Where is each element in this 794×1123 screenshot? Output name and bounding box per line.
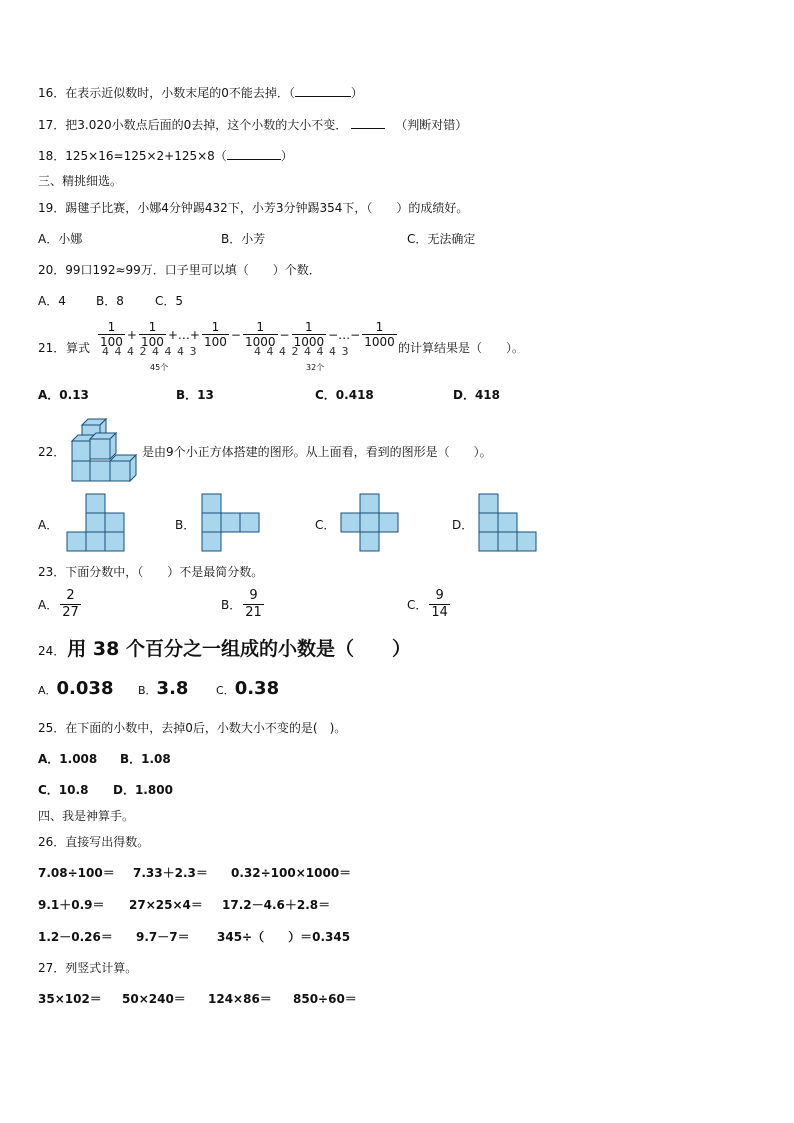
- question-tail: 的计算结果是（ ）。: [398, 341, 525, 355]
- fraction: $\frac{1}{1000}$: [364, 320, 395, 349]
- calc-item[interactable]: 9.7－7＝: [136, 930, 190, 944]
- option-b[interactable]: B．小芳: [221, 232, 266, 246]
- question-number: 24．: [38, 644, 66, 658]
- question-18: [38, 147, 293, 164]
- count-label: 32个: [306, 363, 325, 372]
- calc-item[interactable]: 345÷（ ）＝0.345: [217, 930, 351, 944]
- option-a-shape[interactable]: [67, 494, 125, 552]
- option-b[interactable]: [221, 588, 266, 621]
- option-c[interactable]: C．: [315, 518, 336, 532]
- bracket-close: ）: [280, 149, 293, 163]
- option-b[interactable]: B．: [175, 518, 196, 532]
- option-label: B．: [221, 598, 242, 612]
- option-label: A．: [38, 684, 57, 697]
- fraction: $\frac{2}{27}$: [62, 588, 79, 620]
- option-c[interactable]: C．0.418: [315, 388, 374, 402]
- option-label: C．: [216, 684, 235, 697]
- calc-item[interactable]: 17.2－4.6＋2.8＝: [222, 898, 331, 912]
- question-25: [38, 719, 346, 736]
- option-c[interactable]: C．10.8: [38, 783, 89, 797]
- question-17: [38, 116, 467, 133]
- option-value: 3.8: [156, 678, 189, 699]
- question-number: 17．: [38, 118, 66, 132]
- option-value: 0.038: [56, 678, 114, 699]
- question-lead: 算式: [66, 341, 91, 355]
- option-b-shape[interactable]: [202, 494, 260, 552]
- option-b[interactable]: B．13: [176, 388, 214, 402]
- section-3-heading: 三、精挑细选。: [38, 174, 123, 188]
- answer-blank[interactable]: [351, 117, 385, 129]
- question-number: 21．: [38, 341, 66, 355]
- option-label: B．: [138, 684, 157, 697]
- operator: −…−: [328, 327, 361, 342]
- calc-item[interactable]: 50×240＝: [122, 992, 186, 1006]
- option-a[interactable]: [38, 588, 83, 621]
- question-23: [38, 563, 263, 580]
- question-number: 27．: [38, 961, 66, 975]
- question-text: 用 38 个百分之一组成的小数是（ ）: [67, 638, 411, 660]
- question-text: 在下面的小数中，去掉0后，小数大小不变的是( )。: [65, 721, 347, 735]
- cube-stack-figure: [68, 417, 140, 485]
- calc-item[interactable]: 7.33＋2.3＝: [133, 866, 208, 880]
- calc-item[interactable]: 9.1＋0.9＝: [38, 898, 105, 912]
- calc-item[interactable]: 35×102＝: [38, 992, 102, 1006]
- question-tail: （判断对错）: [395, 118, 468, 132]
- count-label: 45个: [150, 363, 169, 372]
- option-b[interactable]: B．8: [96, 294, 124, 308]
- option-d[interactable]: D．418: [453, 388, 501, 402]
- question-text: 直接写出得数。: [65, 835, 150, 849]
- option-b[interactable]: B．1.08: [120, 752, 171, 766]
- fraction: $\frac{1}{1000}$: [244, 320, 276, 349]
- calc-item[interactable]: 124×86＝: [208, 992, 272, 1006]
- operator: −: [279, 327, 290, 342]
- option-a[interactable]: A．0.13: [38, 388, 89, 402]
- operator: +: [126, 327, 137, 342]
- answer-blank[interactable]: [295, 85, 351, 97]
- question-19: [38, 199, 468, 216]
- option-a[interactable]: A．1.008: [38, 752, 98, 766]
- option-label: C．: [407, 598, 428, 612]
- option-a[interactable]: [38, 678, 113, 699]
- overlap-digits: 4 4 4 2 4 4 4 3: [102, 345, 198, 358]
- question-number: 26．: [38, 835, 66, 849]
- fraction: $\frac{9}{14}$: [431, 588, 448, 620]
- fraction: $\frac{1}{100}$: [100, 320, 123, 349]
- option-d[interactable]: D．1.800: [113, 783, 173, 797]
- question-16: [38, 84, 363, 101]
- question-number: 23．: [38, 565, 66, 579]
- section-4-heading: 四、我是神算手。: [38, 809, 135, 823]
- answer-blank[interactable]: [227, 148, 281, 160]
- calc-item[interactable]: 27×25×4＝: [129, 898, 203, 912]
- question-24: [38, 634, 411, 661]
- bracket-close: ）: [350, 86, 363, 100]
- operator: +…+: [167, 327, 200, 342]
- question-text: 99口192≈99万．口子里可以填（ ）个数．: [65, 263, 321, 277]
- question-text: 在表示近似数时，小数末尾的0不能去掉．（: [65, 86, 295, 100]
- option-c[interactable]: [407, 588, 452, 621]
- question-number: 25．: [38, 721, 66, 735]
- fraction: $\frac{1}{1000}$: [293, 320, 325, 349]
- question-text: 下面分数中，（ ）不是最简分数。: [65, 565, 264, 579]
- option-c-shape[interactable]: [341, 494, 399, 552]
- option-d[interactable]: D．: [452, 518, 474, 532]
- question-27: [38, 959, 137, 976]
- option-a[interactable]: A．小娜: [38, 232, 83, 246]
- calc-item[interactable]: 0.32÷100×1000＝: [231, 866, 352, 880]
- fraction: $\frac{9}{21}$: [245, 588, 262, 620]
- question-26: [38, 833, 149, 850]
- calc-item[interactable]: 7.08÷100＝: [38, 866, 115, 880]
- question-number: 18．: [38, 149, 66, 163]
- question-text: 踢毽子比赛，小娜4分钟踢432下，小芳3分钟踢354下，（ ）的成绩好。: [65, 201, 469, 215]
- overlap-digits: 4 4 4 2 4 4 4 3: [254, 345, 350, 358]
- option-c[interactable]: C．5: [155, 294, 184, 308]
- option-b[interactable]: [138, 678, 188, 699]
- calc-item[interactable]: 1.2－0.26＝: [38, 930, 113, 944]
- question-20: [38, 261, 321, 278]
- calc-item[interactable]: 850÷60＝: [293, 992, 357, 1006]
- operator: −: [230, 327, 241, 342]
- option-d-shape[interactable]: [479, 494, 537, 552]
- question-text: 125×16=125×2+125×8（: [65, 149, 227, 163]
- question-number: 16．: [38, 86, 66, 100]
- option-a[interactable]: A．: [38, 518, 59, 532]
- option-value: 0.38: [234, 678, 280, 699]
- question-number: 22．: [38, 445, 66, 459]
- option-c[interactable]: C．无法确定: [407, 232, 476, 246]
- option-label: A．: [38, 598, 59, 612]
- fraction: $\frac{1}{100}$: [203, 320, 227, 349]
- option-c[interactable]: [216, 678, 279, 699]
- question-text: 是由9个小正方体搭建的图形。从上面看，看到的图形是（ ）。: [142, 445, 492, 459]
- question-text: 列竖式计算。: [65, 961, 138, 975]
- option-a[interactable]: A．4: [38, 294, 66, 308]
- question-text: 把3.020小数点后面的0去掉，这个小数的大小不变．: [65, 118, 348, 132]
- question-number: 20．: [38, 263, 66, 277]
- fraction: $\frac{1}{100}$: [140, 320, 164, 349]
- question-number: 19．: [38, 201, 66, 215]
